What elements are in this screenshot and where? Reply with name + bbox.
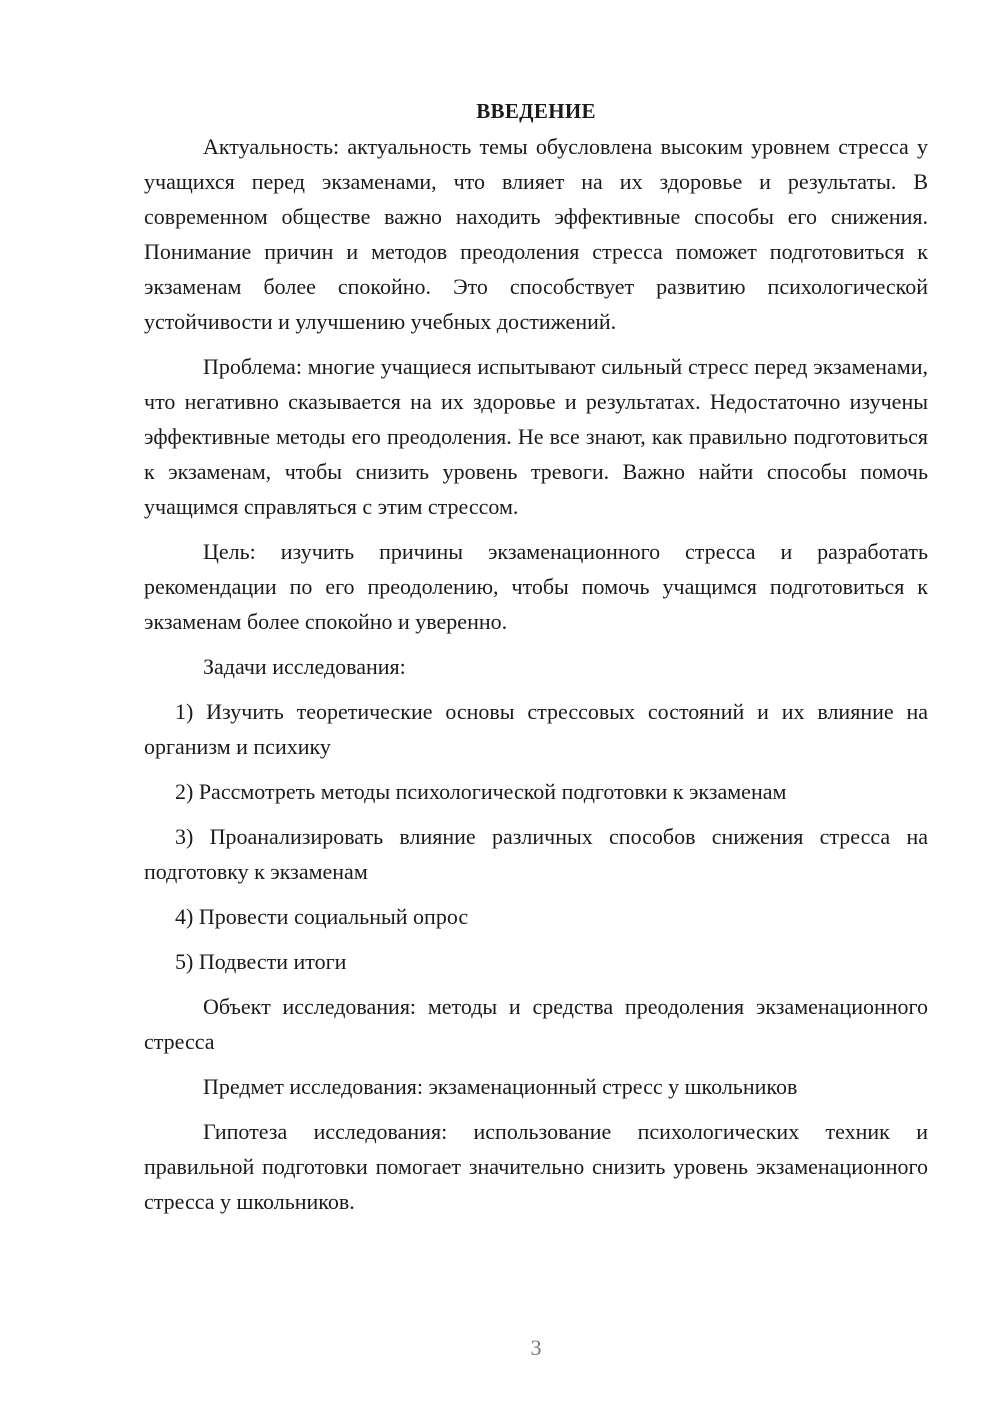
task-item-2: 2) Рассмотреть методы психологической подготовки к экзаменам xyxy=(175,779,787,804)
goal-paragraph: Цель: изучить причины экзаменационного стресса и разработать рекомендации по его преодолению, чтобы помочь учащимся подготовиться к экзаменам более спокойно и уверенно. xyxy=(144,539,928,634)
subject-paragraph: Предмет исследования: экзаменационный стресс у школьников xyxy=(203,1074,798,1099)
hypothesis-paragraph: Гипотеза исследования: использование психологических техник и правильной подготовки помогает значительно снизить уровень экзаменационного стресса у школьников. xyxy=(144,1119,928,1214)
relevance-paragraph: Актуальность: актуальность темы обусловлена высоким уровнем стресса у учащихся перед экзаменами, что влияет на их здоровье и результаты. В современном обществе важно находить эффективные способы его снижения. Понимание причин и методов преодоления стресса поможет подготовиться к экзаменам более спокойно. Это способствует развитию психологической устойчивости и улучшению учебных достижений. xyxy=(144,134,928,334)
task-item-3: 3) Проанализировать влияние различных способов снижения стресса на подготовку к экзаменам xyxy=(144,824,928,884)
page-number: 3 xyxy=(530,1335,542,1360)
problem-paragraph: Проблема: многие учащиеся испытывают сильный стресс перед экзаменами, что негативно сказывается на их здоровье и результатах. Недостаточно изучены эффективные методы его преодоления. Не все знают, как правильно подготовиться к экзаменам, чтобы снизить уровень тревоги. Важно найти способы помочь учащимся справляться с этим стрессом. xyxy=(144,354,928,519)
document-page xyxy=(144,94,928,1219)
task-item-4: 4) Провести социальный опрос xyxy=(175,904,469,929)
task-item-5: 5) Подвести итоги xyxy=(175,949,347,974)
object-paragraph: Объект исследования: методы и средства преодоления экзаменационного стресса xyxy=(144,994,928,1054)
task-item-1: 1) Изучить теоретические основы стрессовых состояний и их влияние на организм и психику xyxy=(144,699,928,759)
page-title: ВВЕДЕНИЕ xyxy=(476,99,596,123)
tasks-heading: Задачи исследования: xyxy=(203,654,406,679)
